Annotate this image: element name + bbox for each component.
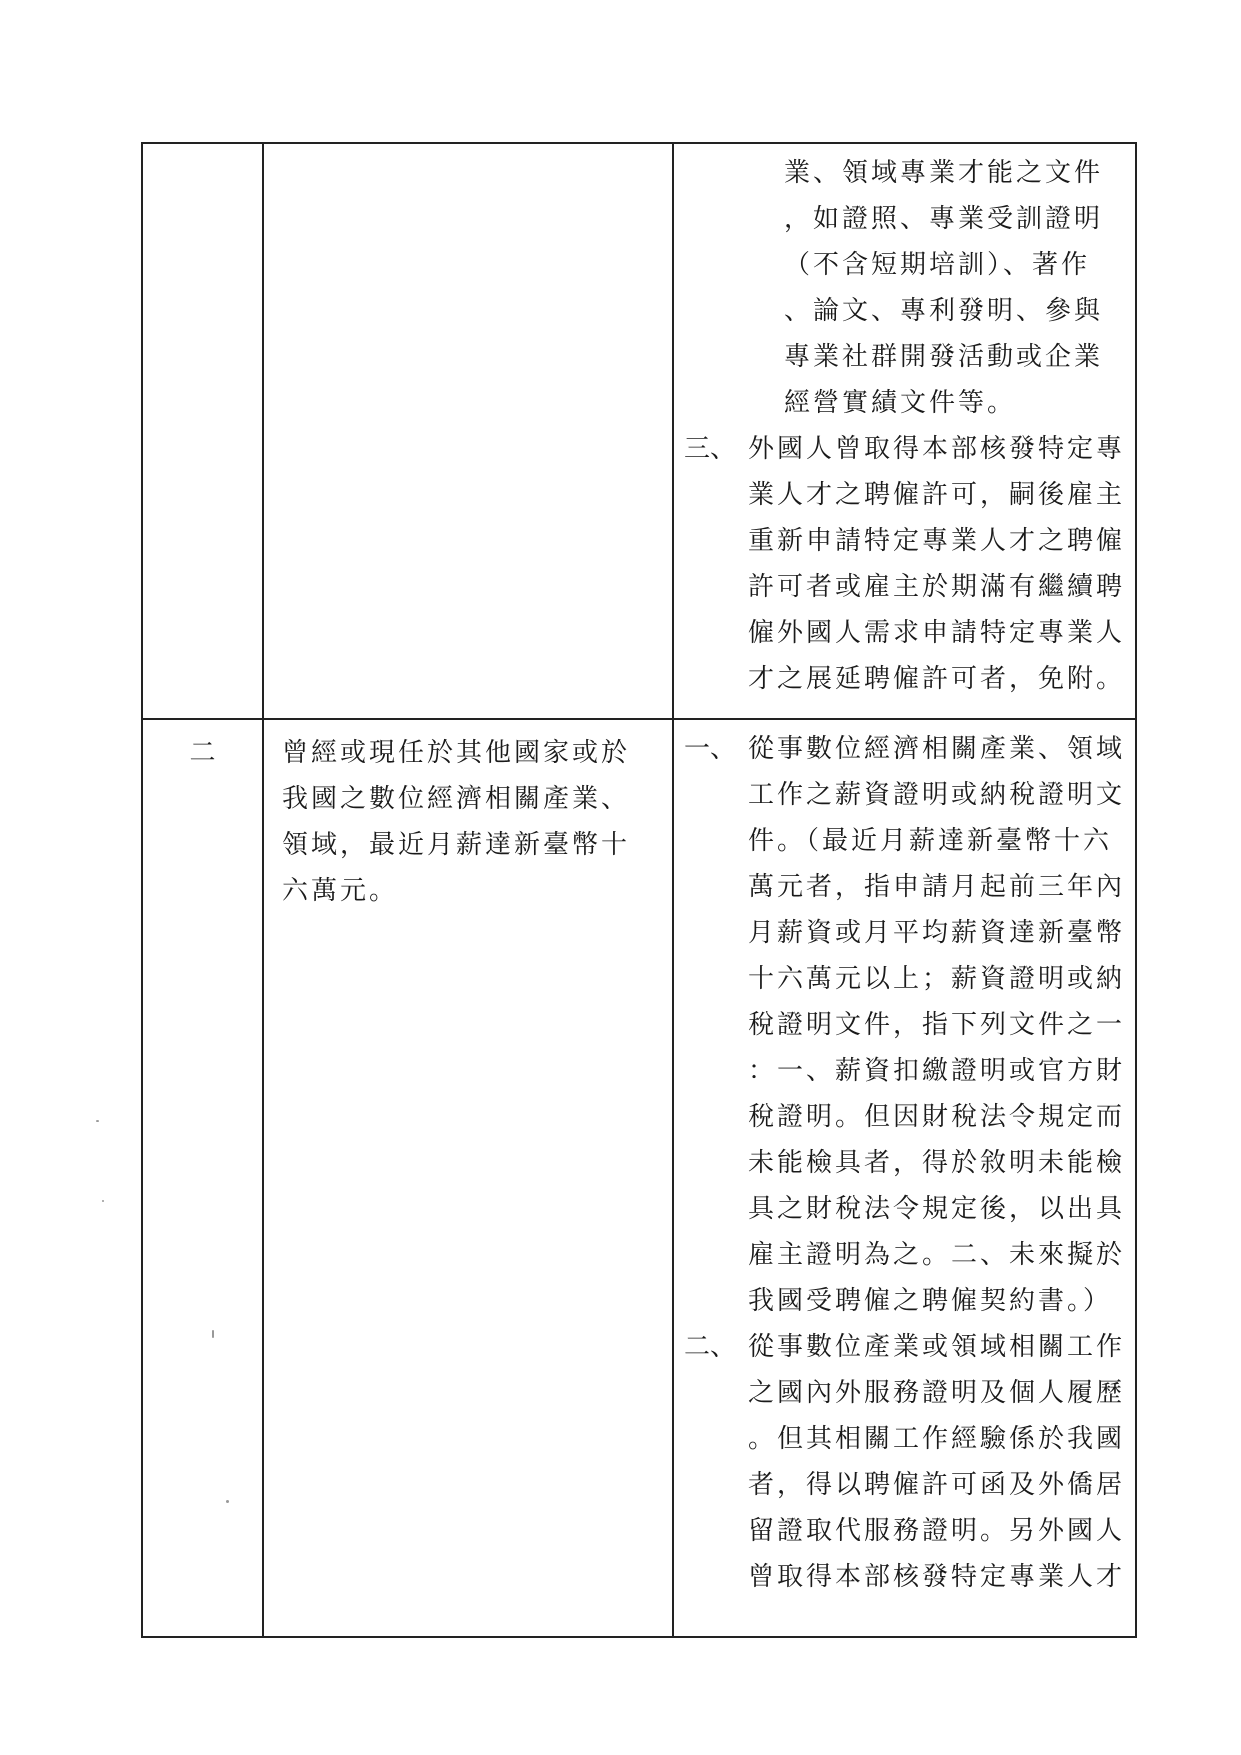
- item-three: [684, 426, 1125, 702]
- text-line: 萬元者，指申請月起前三年內: [748, 872, 1126, 902]
- text-line: 業、領域專業才能之文件: [784, 158, 1104, 188]
- text-line: 者，得以聘僱許可函及外僑居: [748, 1470, 1126, 1500]
- text-line: 未能檢具者，得於敘明未能檢: [748, 1148, 1126, 1178]
- text-line: 。但其相關工作經驗係於我國: [748, 1424, 1126, 1454]
- text-line: 雇主證明為之。二、未來擬於: [748, 1240, 1126, 1270]
- table-row: [142, 719, 1136, 1637]
- scan-speck: [96, 1120, 99, 1122]
- scan-speck: [212, 1330, 214, 1338]
- item-label: 三、: [684, 434, 737, 464]
- documents-cell: [673, 143, 1136, 719]
- text-line: 經營實績文件等。: [784, 388, 1017, 418]
- text-line: 稅證明文件，指下列文件之一: [748, 1010, 1126, 1040]
- text-line: 外國人曾取得本部核發特定專: [748, 434, 1126, 464]
- text-line: 留證取代服務證明。另外國人: [748, 1516, 1126, 1546]
- text-line: 重新申請特定專業人才之聘僱: [748, 526, 1126, 556]
- text-line: 之國內外服務證明及個人履歷: [748, 1378, 1126, 1408]
- text-line: 僱外國人需求申請特定專業人: [748, 618, 1126, 648]
- text-line: 許可者或雇主於期滿有繼續聘: [748, 572, 1126, 602]
- text-line: 具之財稅法令規定後，以出具: [748, 1194, 1126, 1224]
- scan-speck: [226, 1500, 229, 1503]
- text-line: 從事數位產業或領域相關工作: [748, 1332, 1126, 1362]
- table-row: [142, 143, 1136, 719]
- item-label: 二、: [684, 1332, 737, 1362]
- text-line: 十六萬元以上；薪資證明或納: [748, 964, 1126, 994]
- text-line: ，如證照、專業受訓證明: [784, 204, 1104, 234]
- text-line: 曾取得本部核發特定專業人才: [748, 1562, 1126, 1592]
- documents-cell: [673, 719, 1136, 1637]
- qualification-cell: 曾經或現任於其他國家或於我國之數位經濟相關產業、領域，最近月薪達新臺幣十六萬元。: [263, 719, 673, 1637]
- text-line: （不含短期培訓）、著作: [784, 250, 1091, 280]
- text-line: ：一、薪資扣繳證明或官方財: [748, 1056, 1126, 1086]
- text-line: 件。（最近月薪達新臺幣十六: [748, 826, 1113, 856]
- text-line: 工作之薪資證明或納稅證明文: [748, 780, 1126, 810]
- row-number-cell: [142, 143, 263, 719]
- text-line: 我國受聘僱之聘僱契約書。）: [748, 1286, 1113, 1316]
- item-two: [684, 1324, 1125, 1600]
- requirements-table: [141, 142, 1137, 1638]
- text-line: 稅證明。但因財稅法令規定而: [748, 1102, 1126, 1132]
- text-line: 專業社群開發活動或企業: [784, 342, 1104, 372]
- qualification-cell: [263, 143, 673, 719]
- text-line: 、論文、專利發明、參與: [784, 296, 1104, 326]
- text-line: 從事數位經濟相關產業、領域: [748, 734, 1126, 764]
- text-line: 才之展延聘僱許可者，免附。: [748, 664, 1126, 694]
- item-one: [684, 726, 1125, 1324]
- item-label: 一、: [684, 734, 737, 764]
- continued-paragraph: [684, 150, 1125, 426]
- text-line: 業人才之聘僱許可，嗣後雇主: [748, 480, 1126, 510]
- text-line: 月薪資或月平均薪資達新臺幣: [748, 918, 1126, 948]
- scan-speck: [102, 1200, 104, 1202]
- row-number-cell: 二: [142, 719, 263, 1637]
